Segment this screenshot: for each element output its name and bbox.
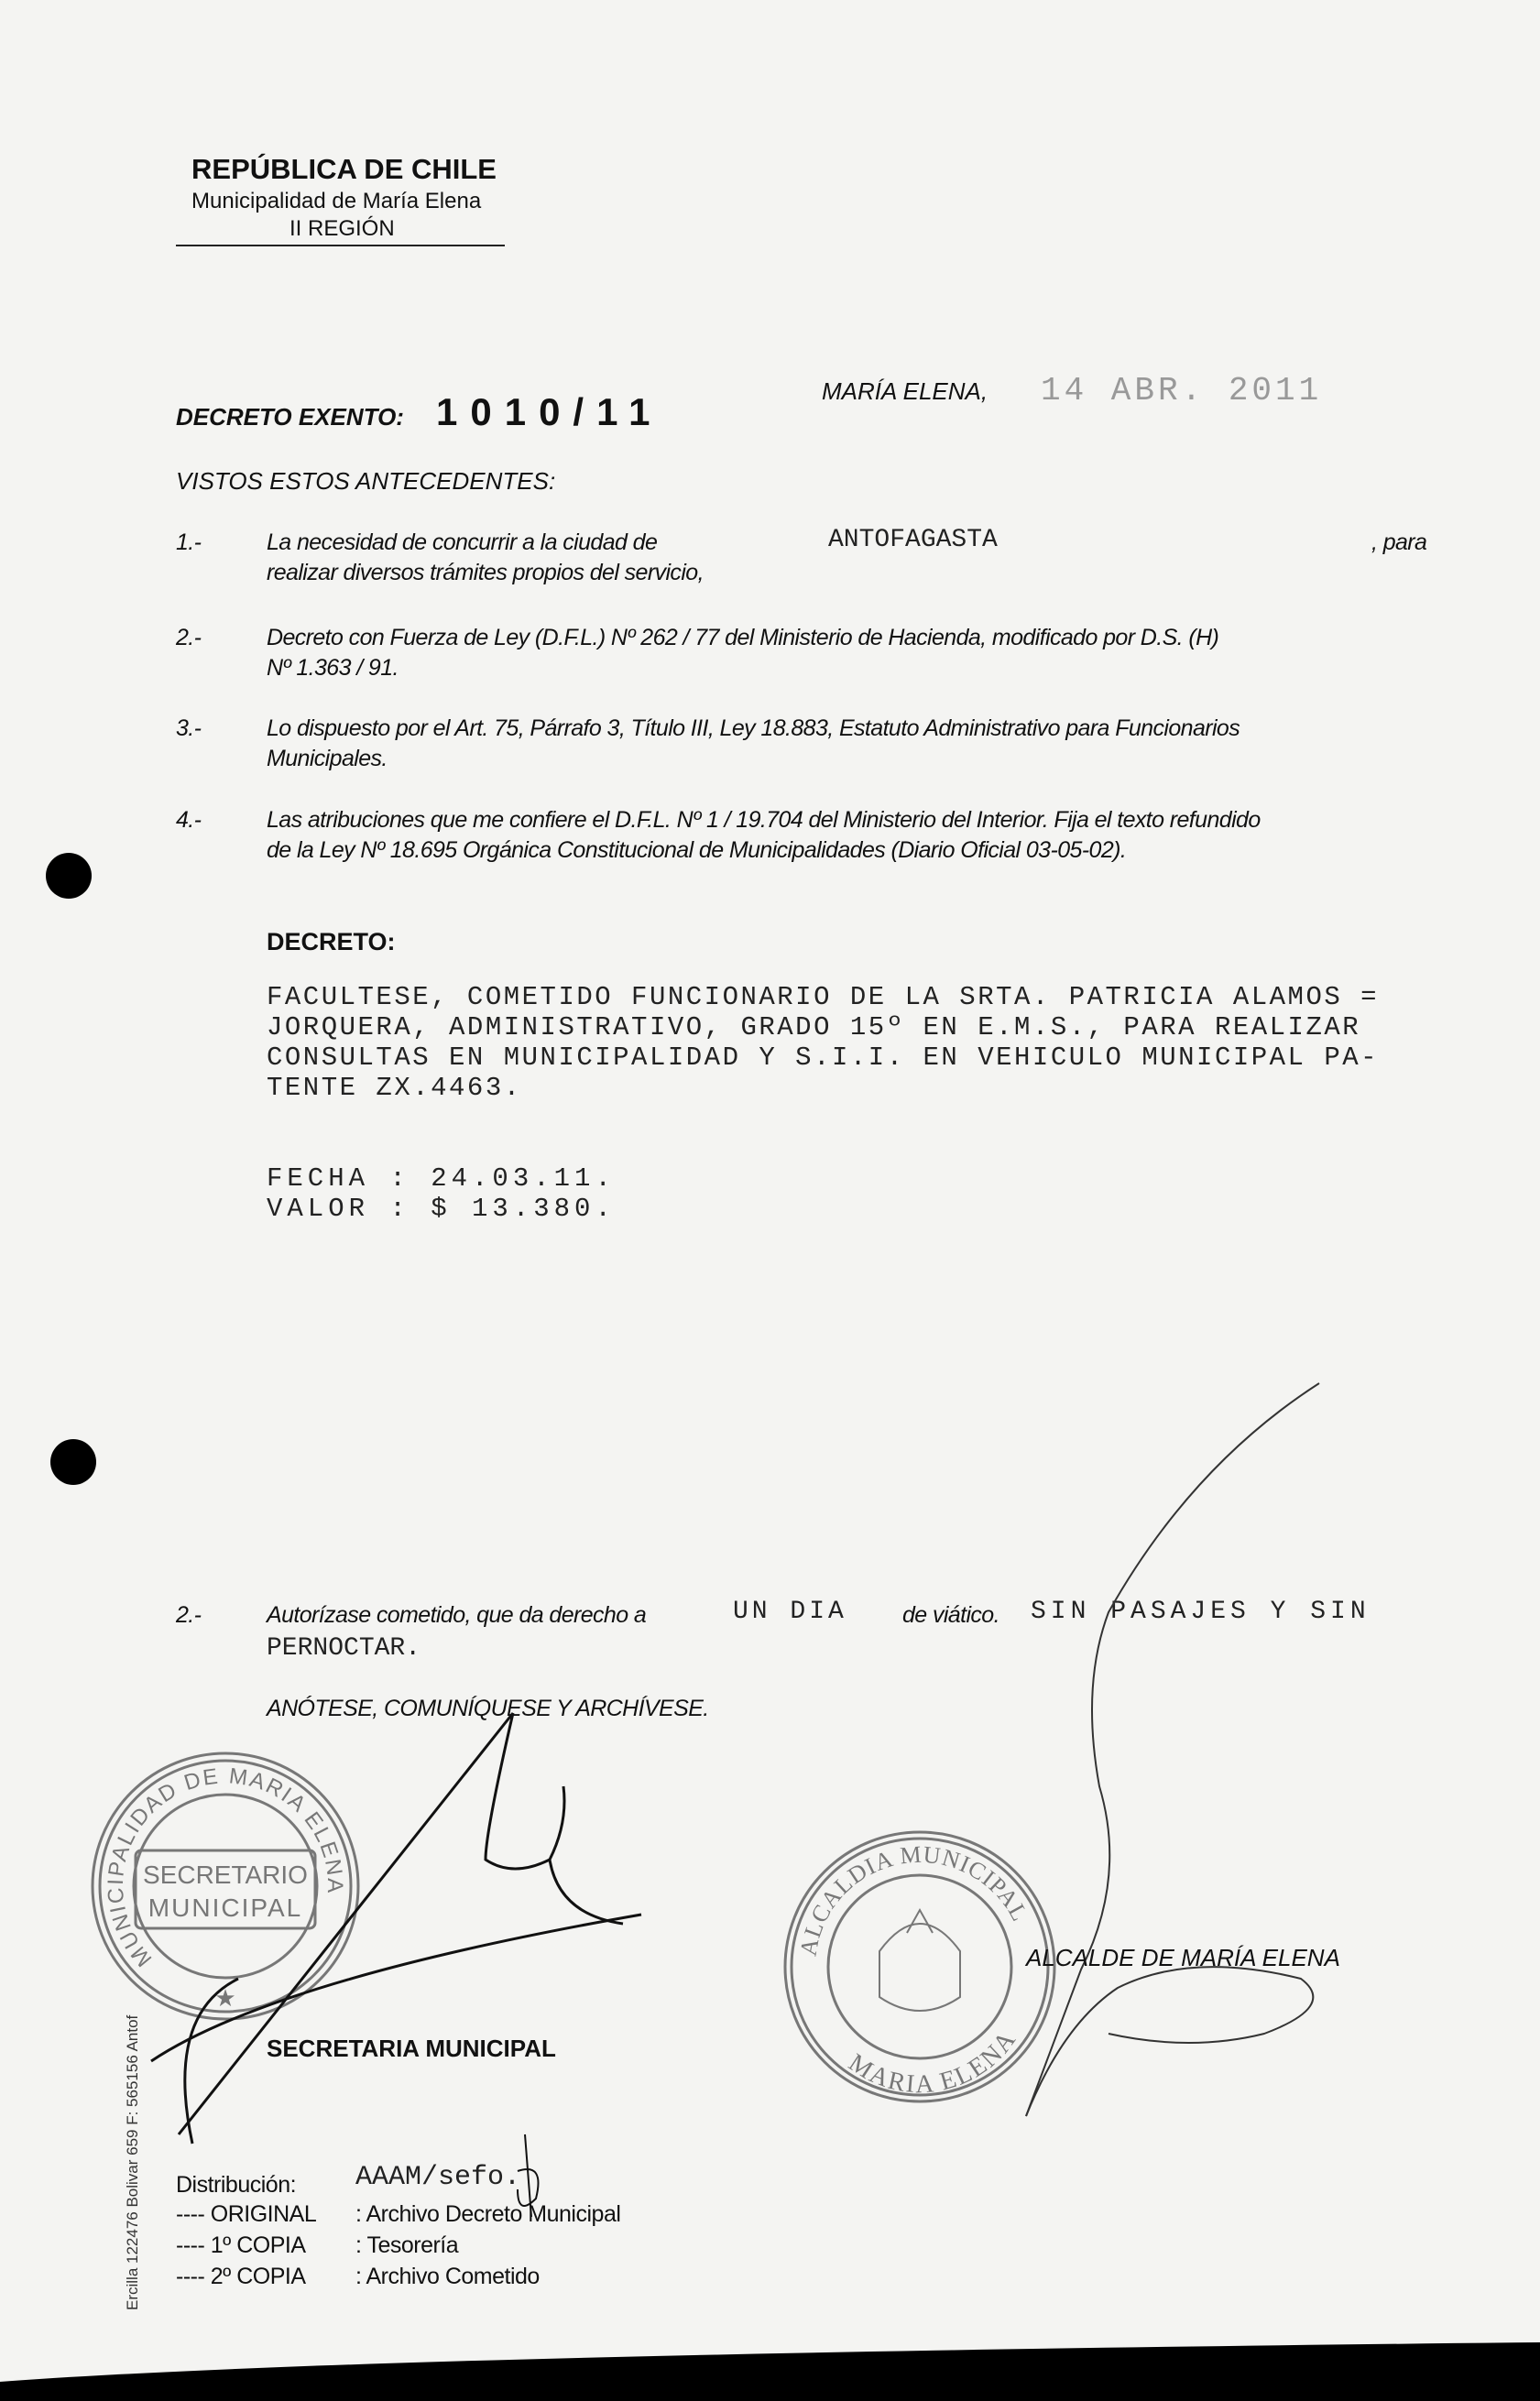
distribution-label: Distribución:: [176, 2172, 297, 2198]
decreto-body-line: FACULTESE, COMETIDO FUNCIONARIO DE LA SRTA. PATRICIA ALAMOS =: [267, 982, 1380, 1012]
star-icon: ★: [214, 1984, 236, 2012]
decree-number: 1010/11: [436, 390, 663, 433]
municipality-name: Municipalidad de María Elena: [191, 189, 482, 213]
item-text-line2: realizar diversos trámites propios del servicio,: [267, 560, 704, 585]
republic-heading: REPÚBLICA DE CHILE: [191, 153, 497, 185]
valor-line: VALOR : $ 13.380.: [267, 1194, 616, 1224]
item-text: La necesidad de concurrir a la ciudad de: [267, 529, 658, 555]
mayor-seal: [785, 1832, 1054, 2101]
item-text: Decreto con Fuerza de Ley (D.F.L.) Nº 262 / 77 del Ministerio de Hacienda, modificado por D.S. (H): [267, 625, 1219, 650]
copy-destination: : Tesorería: [355, 2232, 459, 2258]
item-text-line2: de la Ley Nº 18.695 Orgánica Constitucional de Municipalidades (Diario Oficial 03-05-02).: [267, 837, 1127, 863]
typist-initials: AAAM/sefo.: [355, 2162, 521, 2193]
mayor-seal-ring-text: MARIA ELENA: [843, 2024, 1022, 2100]
copy-type: ---- 2º COPIA: [176, 2264, 306, 2289]
item-number: 4.-: [176, 807, 202, 833]
item-text: Las atribuciones que me confiere el D.F.L. Nº 1 / 19.704 del Ministerio del Interior. Fija el texto refundido: [267, 807, 1261, 833]
secretary-title: SECRETARIA MUNICIPAL: [267, 2035, 556, 2062]
punch-hole: [50, 1439, 96, 1485]
copy-type: ---- 1º COPIA: [176, 2232, 306, 2258]
item-tail: , para: [1371, 529, 1427, 555]
margin-imprint: Ercilla 122476 Bolivar 659 F: 565156 Antof: [124, 2014, 141, 2310]
punch-hole: [46, 853, 92, 899]
autorizase-number: 2.-: [176, 1602, 202, 1628]
decreto-body-line: CONSULTAS EN MUNICIPALIDAD Y S.I.I. EN VEHICULO MUNICIPAL PA-: [267, 1042, 1380, 1073]
item-text: Lo dispuesto por el Art. 75, Párrafo 3, Título III, Ley 18.883, Estatuto Administrativo para Funcionarios: [267, 715, 1240, 741]
vistos-heading: VISTOS ESTOS ANTECEDENTES:: [176, 467, 556, 495]
date-stamp: 14 ABR. 2011: [1041, 372, 1323, 409]
seal-center-text: SECRETARIO: [143, 1861, 308, 1889]
scan-edge: [0, 2342, 1540, 2401]
copy-destination: : Archivo Cometido: [355, 2264, 540, 2289]
fecha-line: FECHA : 24.03.11.: [267, 1163, 616, 1194]
mayor-signature: [1026, 1383, 1319, 2116]
destination-city: ANTOFAGASTA: [828, 526, 998, 554]
mayor-seal-ring-text: ALCALDIA MUNICIPAL: [794, 1840, 1034, 1959]
decreto-body-line: JORQUERA, ADMINISTRATIVO, GRADO 15º EN E.M.S., PARA REALIZAR: [267, 1012, 1361, 1042]
item-number: 3.-: [176, 715, 202, 741]
place-label: MARÍA ELENA,: [822, 377, 988, 405]
closing-formula: ANÓTESE, COMUNÍQUESE Y ARCHÍVESE.: [267, 1696, 709, 1721]
days-count: UN DIA: [733, 1598, 847, 1626]
copy-type: ---- ORIGINAL: [176, 2201, 317, 2227]
travel-note-cont: PERNOCTAR.: [267, 1634, 421, 1663]
mayor-title: ALCALDE DE MARÍA ELENA: [1026, 1944, 1340, 1971]
autorizase-text: Autorízase cometido, que da derecho a: [267, 1602, 647, 1628]
item-text-line2: Nº 1.363 / 91.: [267, 655, 399, 681]
item-number: 2.-: [176, 625, 202, 650]
seal-center-text: MUNICIPAL: [147, 1894, 303, 1922]
region-name: II REGIÓN: [289, 216, 395, 241]
decreto-body-line: TENTE ZX.4463.: [267, 1073, 522, 1103]
decreto-heading: DECRETO:: [267, 928, 396, 955]
copy-destination: : Archivo Decreto Municipal: [355, 2201, 621, 2227]
item-text-line2: Municipales.: [267, 746, 388, 771]
item-number: 1.-: [176, 529, 202, 555]
decree-label: DECRETO EXENTO:: [176, 403, 404, 431]
travel-note: SIN PASAJES Y SIN: [1031, 1598, 1371, 1626]
viatico-label: de viático.: [902, 1602, 999, 1628]
secretary-seal-ring-text: MUNICIPALIDAD DE MARIA ELENA: [103, 1763, 348, 1971]
